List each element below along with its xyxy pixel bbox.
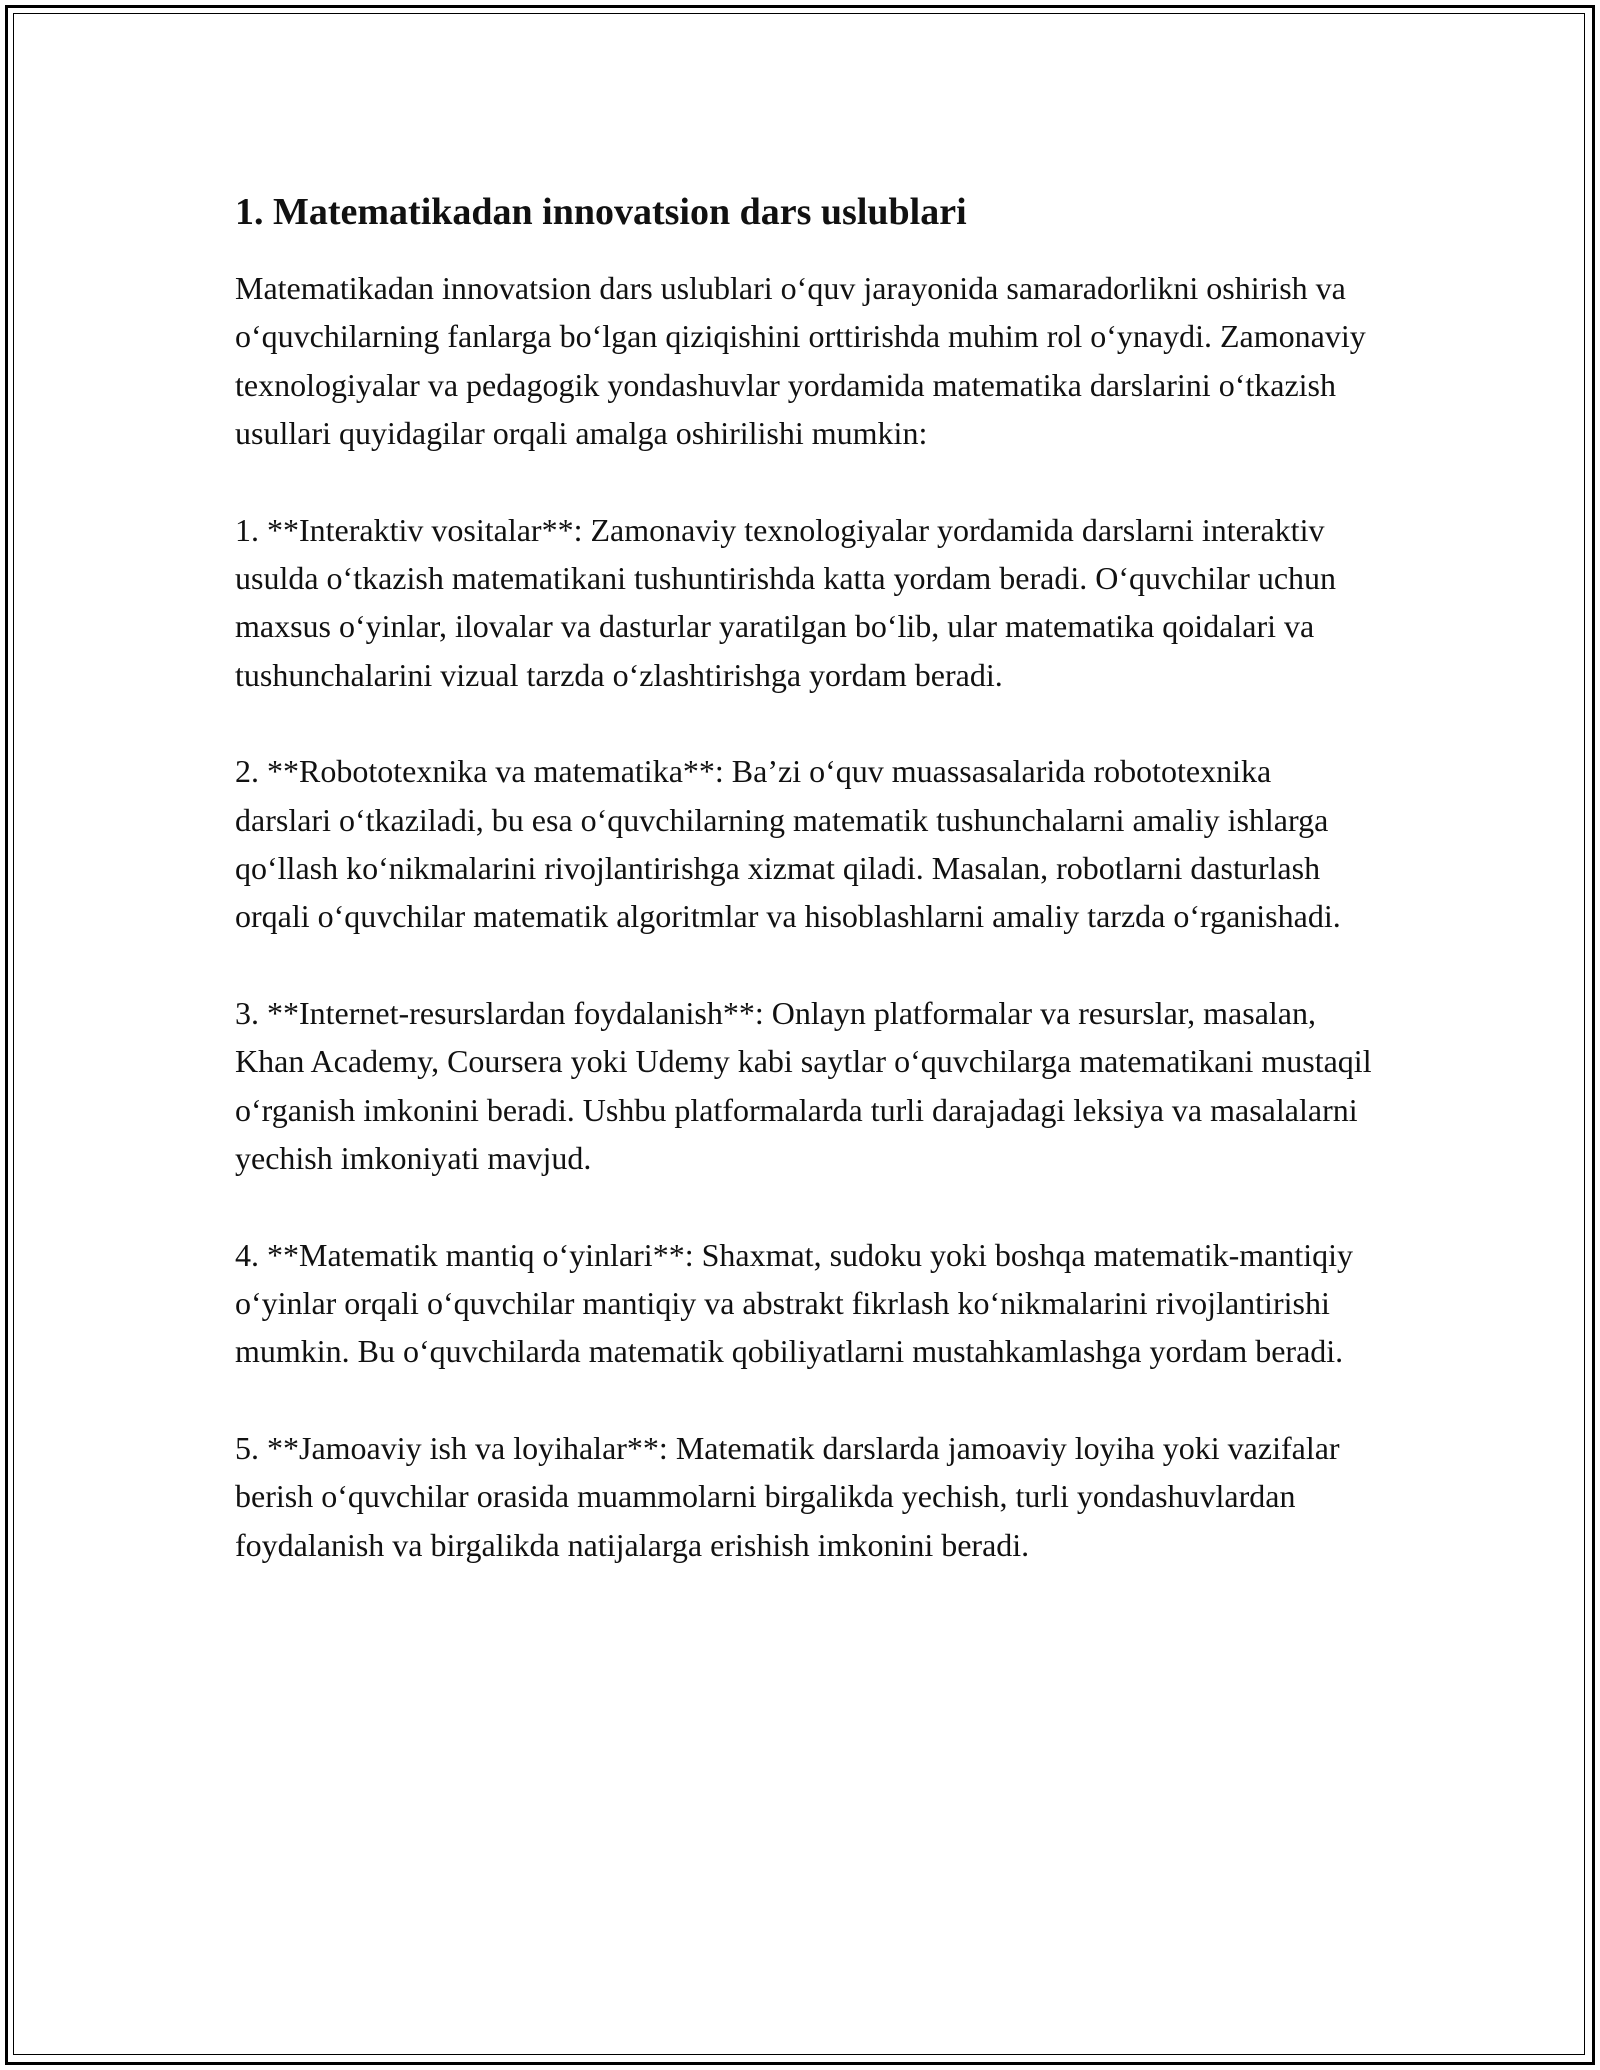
list-item-interactive-tools: 1. **Interaktiv vositalar**: Zamonaviy texnologiyalar yordamida darslarni interaktiv usulda o‘tkazish matematikani tushuntirishda katta yordam beradi. O‘quvchilar uchun maxsus o‘yinlar, ilovalar va dasturlar yaratilgan bo‘lib, ular matematika qoidalari va tushunchalarini vizual tarzda o‘zlashtirishga yordam beradi. [235,511,1337,693]
list-item-robotics: 2. **Robototexnika va matematika**: Ba’zi o‘quv muassasalarida robototexnika darslari o‘tkaziladi, bu esa o‘quvchilarning matematik tushunchalarni amaliy ishlarga qo‘llash ko‘nikmalarini rivojlantirishga xizmat qiladi. Masalan, robotlarni dasturlash orqali o‘quvchilar matematik algoritmlar va hisoblashlarni amaliy tarzda o‘rganishadi. [235,753,1341,935]
document-title: 1. Matematikadan innovatsion dars uslublari [235,191,967,233]
list-item-teamwork-projects: 5. **Jamoaviy ish va loyihalar**: Matematik darslarda jamoaviy loyiha yoki vazifalar berish o‘quvchilar orasida muammolarni birgalikda yechish, turli yondashuvlardan foydalanish va birgalikda natijalarga erishish imkonini beradi. [235,1429,1340,1563]
intro-paragraph: Matematikadan innovatsion dars uslublari o‘quv jarayonida samaradorlikni oshirish va o‘quvchilarning fanlarga bo‘lgan qiziqishini orttirishda muhim rol o‘ynaydi. Zamonaviy texnologiyalar va pedagogik yondashuvlar yordamida matematika darslarini o‘tkazish usullari quyidagilar orqali amalga oshirilishi mumkin: [235,270,1366,452]
list-item-internet-resources: 3. **Internet-resurslardan foydalanish**: Onlayn platformalar va resurslar, masalan, Khan Academy, Coursera yoki Udemy kabi saytlar o‘quvchilarga matematikani mustaqil o‘rganish imkonini beradi. Ushbu platformalarda turli darajadagi leksiya va masalalarni yechish imkoniyati mavjud. [235,994,1372,1177]
list-item-logic-games: 4. **Matematik mantiq o‘yinlari**: Shaxmat, sudoku yoki boshqa matematik-mantiqiy o‘yinlar orqali o‘quvchilar mantiqiy va abstrakt fikrlash ko‘nikmalarini rivojlantirishi mumkin. Bu o‘quvchilarda matematik qobiliyatlarni mustahkamlashga yordam beradi. [235,1236,1354,1370]
document-body [235,186,1375,1569]
